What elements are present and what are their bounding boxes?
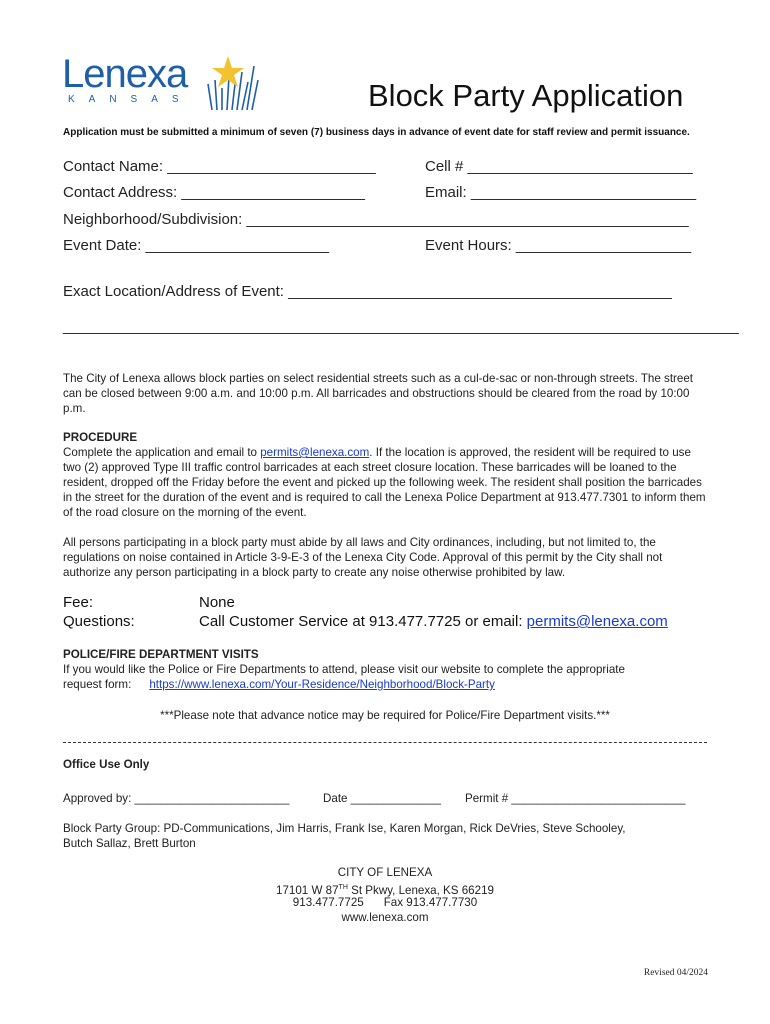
block-party-web-link[interactable]: https://www.lenexa.com/Your-Residence/Neighborhood/Block-Party	[149, 678, 495, 691]
questions-text: Call Customer Service at 913.477.7725 or email: permits@lenexa.com	[199, 613, 668, 630]
procedure-email-link[interactable]: permits@lenexa.com	[260, 446, 370, 459]
footer-website: www.lenexa.com	[341, 911, 429, 924]
lenexa-logo	[60, 52, 260, 114]
rules-paragraph: All persons participating in a block party must abide by all laws and City ordinances, including, but not limited to, the regulations on noise contained in Article 3-9-E-3 of the Lenexa City Code. Approval of this permit by the City shall not authorize any person participating in a block party to create any noise otherwise prohibited by law.	[63, 536, 663, 579]
neighborhood-field[interactable]: Neighborhood/Subdivision: _____________________________________________________	[63, 211, 689, 228]
footer-city: CITY OF LENEXA	[337, 866, 433, 879]
page-title: Block Party Application	[368, 78, 684, 113]
submission-notice: Application must be submitted a minimum of seven (7) business days in advance of event date for staff review and permit issuance.	[63, 127, 690, 138]
block-party-group-line2: Butch Sallaz, Brett Burton	[63, 837, 196, 850]
block-party-group-line1: Block Party Group: PD-Communications, Jim Harris, Frank Ise, Karen Morgan, Rick DeVries, Steve Schooley,	[63, 822, 626, 835]
police-fire-section: POLICE/FIRE DEPARTMENT VISITS If you would like the Police or Fire Departments to attend, please visit our website to complete the appropriate request form: https://www.lenexa.com/Your-Residence/Neighborhood/Block-Party	[63, 647, 711, 692]
email-field[interactable]: Email: ___________________________	[425, 184, 697, 201]
permit-field[interactable]: Permit # ___________________________	[465, 792, 686, 805]
office-use-heading: Office Use Only	[63, 758, 150, 771]
dashed-divider	[63, 742, 707, 743]
procedure-section	[63, 430, 711, 520]
contact-address-field[interactable]: Contact Address: ______________________	[63, 184, 365, 201]
police-fire-heading: POLICE/FIRE DEPARTMENT VISITS	[63, 648, 259, 661]
footer-phone-fax: 913.477.7725 Fax 913.477.7730	[292, 896, 478, 909]
event-date-field[interactable]: Event Date: ______________________	[63, 237, 330, 254]
cell-field[interactable]: Cell # ___________________________	[425, 158, 693, 175]
contact-name-field[interactable]: Contact Name: _________________________	[63, 158, 376, 175]
event-hours-field[interactable]: Event Hours: _____________________	[425, 237, 692, 254]
footer-address: 17101 W 87TH St Pkwy, Lenexa, KS 66219	[276, 883, 494, 897]
procedure-heading: PROCEDURE	[63, 431, 138, 444]
questions-email-link[interactable]: permits@lenexa.com	[526, 613, 668, 630]
fee-value: None	[199, 594, 235, 611]
fee-label: Fee:	[63, 594, 94, 611]
logo-wordmark: Lenexa	[62, 52, 188, 96]
advance-notice: ***Please note that advance notice may be required for Police/Fire Department visits.***	[160, 709, 610, 722]
intro-paragraph: The City of Lenexa allows block parties on select residential streets such as a cul-de-sac or non-through streets. The street can be closed between 9:00 a.m. and 10:00 p.m. All barricades and obstructions should be cleared from the road by 10:00 p.m.	[63, 372, 694, 415]
event-location-field[interactable]: Exact Location/Address of Event: ______________________________________________	[63, 283, 672, 300]
date-field[interactable]: Date ______________	[323, 792, 441, 805]
event-location-line2[interactable]: _________________________________________________________________________________	[63, 318, 739, 335]
revision-date: Revised 04/2024	[643, 968, 708, 978]
approved-by-field[interactable]: Approved by: ________________________	[63, 792, 290, 805]
procedure-text: Complete the application and email to permits@lenexa.com. If the location is approved, the resident will be required to use two (2) approved Type III traffic control barricades at each street closure location. These barricades will be loaned to the resident, dropped off the Friday before the event and picked up the following week. The resident shall position the barricades in the street for the duration of the event and is required to call the Lenexa Police Department at 913.477.7301 to inform them of the road closure on the morning of the event.	[63, 446, 706, 519]
questions-label: Questions:	[63, 613, 135, 630]
logo-state: KANSAS	[68, 94, 193, 105]
star-grass-icon	[198, 54, 260, 110]
